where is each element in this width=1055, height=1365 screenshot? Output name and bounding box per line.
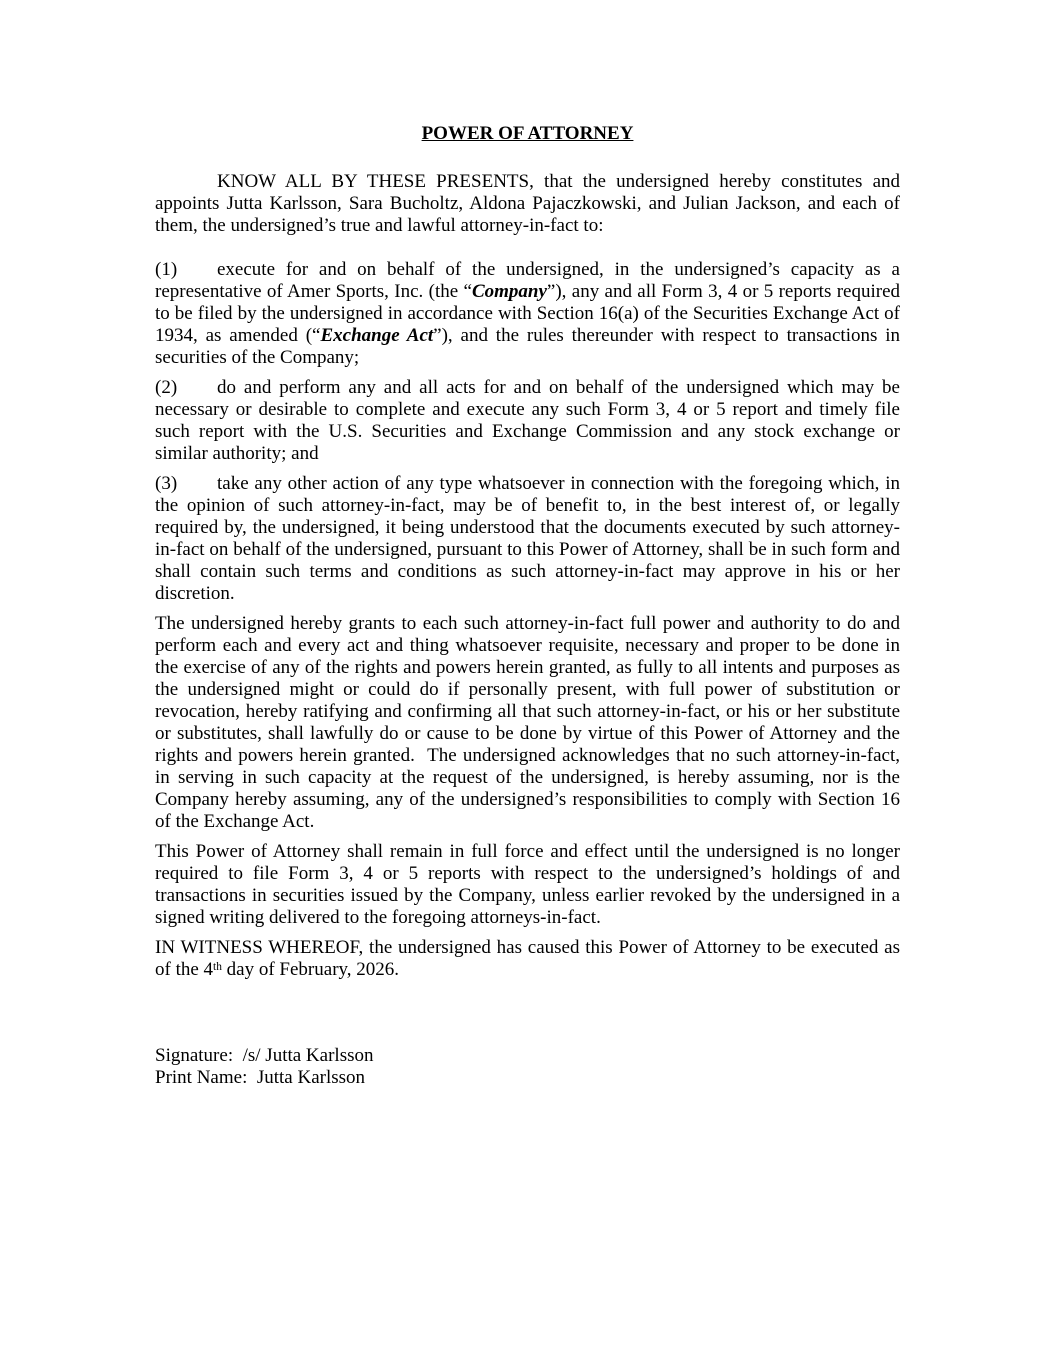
poa-item-3 [155, 473, 905, 605]
signature-line: Signature: /s/ Jutta Karlsson [155, 1045, 374, 1066]
item-2-number: (2) [155, 377, 178, 398]
item-1-segment-2: ”), any and all Form 3, 4 or 5 reports required to be filed by the undersigned in accordance with Section 16(a) of the Securities Exchange Act of 1934, as amended (“ [155, 281, 905, 346]
print-name-line: Print Name: Jutta Karlsson [155, 1067, 366, 1088]
witness-paragraph [155, 937, 905, 981]
item-2-text: do and perform any and all acts for and on behalf of the undersigned which may be necessary or desirable to complete and execute any such Form 3, 4 or 5 report and timely file such report with the U.S. Securities and Exchange Commission and any stock exchange or similar authority; and [155, 377, 905, 464]
item-1-segment-1: execute for and on behalf of the undersigned, in the undersigned’s capacity as a representative of Amer Sports, Inc. (the “ [155, 259, 905, 302]
ordinal-superscript: th [213, 960, 222, 973]
grants-paragraph: The undersigned hereby grants to each such attorney-in-fact full power and authority to do and perform each and every act and thing whatsoever requisite, necessary and proper to be done in the exercise of any of the rights and powers herein granted, as fully to all intents and purposes as the undersigned might or could do if personally present, with full power of substitution or revocation, hereby ratifying and confirming all that such attorney-in-fact, or his or her substitute or substitutes, shall lawfully do or cause to be done by virtue of this Power of Attorney and the rights and powers herein granted. The undersigned acknowledges that no such attorney-in-fact, in serving in such capacity at the request of the undersigned, is hereby assuming, nor is the Company hereby assuming, any of the undersigned’s responsibilities to comply with Section 16 of the Exchange Act. [155, 613, 905, 832]
witness-segment-2: day of February, 2026. [221, 959, 400, 980]
intro-paragraph: KNOW ALL BY THESE PRESENTS, that the undersigned hereby constitutes and appoints Jutta Karlsson, Sara Bucholtz, Aldona Pajaczkowski, and Julian Jackson, and each of them, the undersigned’s true and lawful attorney-in-fact to: [155, 171, 905, 236]
item-1-segment-3: ”), and the rules thereunder with respect to transactions in securities of the Company; [155, 325, 905, 368]
signature-block [155, 1045, 900, 1089]
document-title: POWER OF ATTORNEY [421, 123, 634, 144]
item-1-number: (1) [155, 259, 178, 280]
item-3-number: (3) [155, 473, 178, 494]
poa-item-1 [155, 259, 905, 369]
defined-term-company: Company [471, 281, 547, 302]
defined-term-exchange-act: Exchange Act [320, 325, 434, 346]
witness-segment-1: IN WITNESS WHEREOF, the undersigned has caused this Power of Attorney to be executed as of the 4 [155, 937, 905, 980]
duration-paragraph: This Power of Attorney shall remain in full force and effect until the undersigned is no longer required to file Form 3, 4 or 5 reports with respect to the undersigned’s holdings of and transactions in securities issued by the Company, unless earlier revoked by the undersigned in a signed writing delivered to the foregoing attorneys-in-fact. [155, 841, 905, 928]
item-3-text: take any other action of any type whatsoever in connection with the foregoing which, in the opinion of such attorney-in-fact, may be of benefit to, in the best interest of, or legally required by, the undersigned, it being understood that the documents executed by such attorney-in-fact on behalf of the undersigned, pursuant to this Power of Attorney, shall be in such form and shall contain such terms and conditions as such attorney-in-fact may approve in his or her discretion. [155, 473, 905, 604]
item-1-text [155, 259, 905, 368]
poa-item-2 [155, 377, 905, 465]
